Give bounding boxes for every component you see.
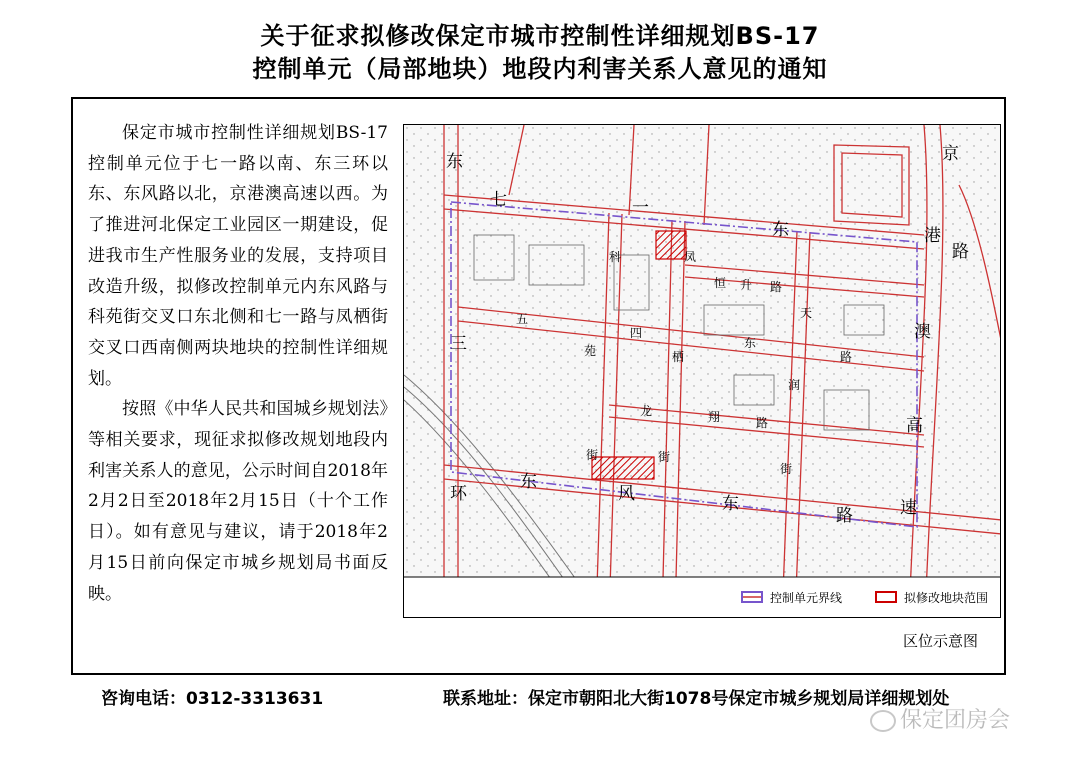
- map-label: 环: [450, 484, 467, 504]
- map-label: 龙: [640, 404, 653, 418]
- map-label: 东: [744, 336, 757, 350]
- notice-body: [88, 118, 388, 609]
- map-label: 恒: [714, 276, 727, 290]
- map-label: 四: [630, 326, 643, 340]
- map-label: 三: [450, 334, 467, 354]
- map-label: 路: [952, 242, 969, 262]
- wechat-icon: [870, 710, 896, 732]
- map-label: 润: [788, 378, 801, 392]
- map-label: 东: [520, 472, 537, 492]
- map-label: 栖: [672, 350, 685, 364]
- map-label: 高: [906, 416, 923, 436]
- map-label: 街: [780, 462, 793, 476]
- notice-title-line-2: 控制单元（局部地块）地段内利害关系人意见的通知: [252, 55, 828, 83]
- map-label: 东: [722, 494, 739, 514]
- modified-parcel-dongfeng-keyuan: [592, 457, 654, 479]
- notice-title-line-1: 关于征求拟修改保定市城市控制性详细规划BS-17: [260, 22, 820, 50]
- map-label: 路: [840, 350, 853, 364]
- map-label: 升: [740, 278, 753, 292]
- map-label: 路: [756, 416, 769, 430]
- map-canvas: [404, 125, 1001, 618]
- watermark: [870, 703, 1010, 734]
- location-map: [403, 124, 1001, 618]
- watermark-text: 保定团房会: [900, 708, 1011, 733]
- map-label: 速: [900, 498, 917, 518]
- map-label: 东: [772, 220, 789, 240]
- map-label: 凤: [684, 250, 697, 264]
- map-label: 街: [658, 450, 671, 464]
- map-label: 一: [632, 198, 649, 218]
- map-label: 天: [800, 306, 813, 320]
- modified-parcel-qiyi-fengqi: [656, 231, 686, 259]
- contact-address: 联系地址：保定市朝阳北大街1078号保定市城乡规划局详细规划处: [443, 689, 950, 709]
- legend-parcel-label: 拟修改地块范围: [904, 591, 989, 605]
- map-label: 七: [490, 190, 507, 210]
- map-label: 路: [836, 506, 853, 526]
- legend-boundary-label: 控制单元界线: [770, 591, 843, 605]
- consult-phone: 咨询电话：0312-3313631: [101, 689, 324, 709]
- map-label: 风: [618, 484, 635, 504]
- map-label: 路: [770, 280, 783, 294]
- map-label: 苑: [584, 344, 597, 358]
- map-label: 科: [609, 250, 622, 264]
- map-label: 东: [446, 152, 463, 172]
- map-label: 港: [924, 226, 941, 246]
- body-paragraph-1: 保定市城市控制性详细规划BS-17控制单元位于七一路以南、东三环以东、东风路以北，京港澳高速以西。为了推进河北保定工业园区一期建设，促进我市生产性服务业的发展，支持项目改造升级，拟修改控制单元内东风路与科苑街交叉口东北侧和七一路与凤栖街交叉口西南侧两块地块的控制性详细规划。: [88, 123, 388, 389]
- map-label: 街: [586, 448, 599, 462]
- body-paragraph-2: 按照《中华人民共和国城乡规划法》等相关要求，现征求拟修改规划地段内利害关系人的意见，公示时间自2018年2月2日至2018年2月15日（十个工作日）。如有意见与建议，请于2018年2月15日前向保定市城乡规划局书面反映。: [88, 399, 388, 604]
- map-label: 五: [516, 312, 529, 326]
- map-label: 京: [942, 144, 959, 164]
- map-caption: 区位示意图: [903, 632, 979, 650]
- map-legend: [404, 577, 1001, 618]
- map-label: 翔: [708, 410, 721, 424]
- map-label: 澳: [914, 322, 931, 342]
